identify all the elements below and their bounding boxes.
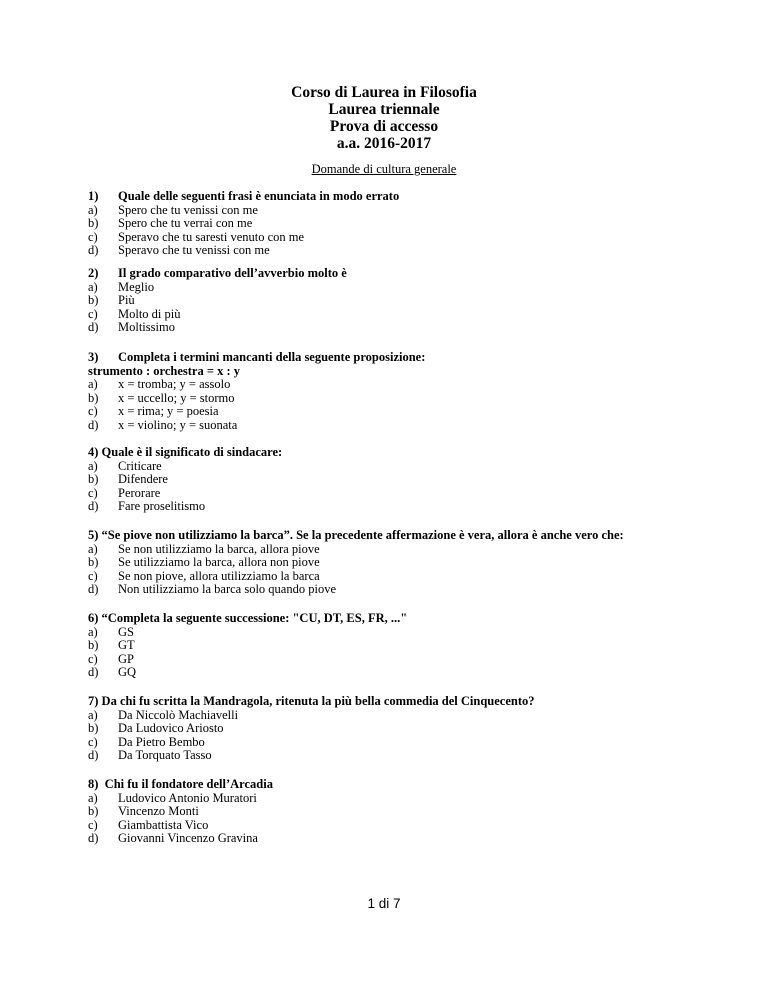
option-text: Spero che tu verrai con me	[118, 216, 253, 230]
option-b	[88, 473, 708, 487]
option-letter: b)	[88, 721, 99, 735]
question-8	[88, 778, 708, 846]
option-letter: b)	[88, 216, 99, 230]
question-number: 3)	[88, 350, 99, 364]
option-a	[88, 626, 708, 640]
option-text: Giovanni Vincenzo Gravina	[118, 831, 258, 845]
option-text: Moltissimo	[118, 320, 175, 334]
option-text: Criticare	[118, 458, 162, 473]
option-d	[88, 666, 708, 680]
option-text: Perorare	[118, 485, 161, 500]
option-d	[88, 749, 708, 763]
option-text: Ludovico Antonio Muratori	[118, 790, 257, 805]
option-text: Non utilizziamo la barca solo quando piove	[118, 582, 336, 596]
option-text: Vincenzo Monti	[118, 804, 199, 818]
question-text: 5) “Se piove non utilizziamo la barca”. Se la precedente affermazione è vera, allora è anche vero che:	[88, 528, 624, 542]
option-text: x = uccello; y = stormo	[118, 390, 235, 405]
option-letter: a)	[88, 541, 98, 556]
option-d	[88, 500, 708, 514]
question-text: Completa i termini mancanti della seguente proposizione:	[118, 350, 426, 364]
option-text: GP	[118, 651, 134, 666]
section-heading: Domande di cultura generale	[311, 162, 457, 176]
option-c	[88, 405, 708, 419]
question-2	[88, 267, 708, 335]
option-a	[88, 543, 708, 557]
option-letter: d)	[88, 831, 99, 845]
question-text: 8) Chi fu il fondatore dell’Arcadia	[88, 777, 273, 791]
question-6	[88, 612, 708, 680]
option-b	[88, 392, 708, 406]
option-letter: b)	[88, 390, 99, 405]
option-c	[88, 653, 708, 667]
option-text: Da Niccolò Machiavelli	[118, 707, 239, 722]
option-a	[88, 460, 708, 474]
question-number: 2)	[88, 266, 99, 280]
question-header	[88, 529, 708, 543]
option-c	[88, 487, 708, 501]
option-letter: a)	[88, 458, 98, 473]
option-letter: d)	[88, 582, 99, 596]
option-letter: c)	[88, 306, 98, 321]
option-a	[88, 281, 708, 295]
option-a	[88, 792, 708, 806]
option-letter: c)	[88, 817, 98, 832]
option-b	[88, 556, 708, 570]
option-letter: d)	[88, 243, 99, 257]
option-letter: a)	[88, 790, 98, 805]
question-header	[88, 612, 708, 626]
option-letter: c)	[88, 229, 98, 244]
option-d	[88, 832, 708, 846]
option-c	[88, 570, 708, 584]
option-b	[88, 639, 708, 653]
option-letter: d)	[88, 320, 99, 334]
option-letter: c)	[88, 485, 98, 500]
option-c	[88, 819, 708, 833]
option-letter: a)	[88, 279, 98, 294]
option-c	[88, 231, 708, 245]
option-text: GT	[118, 638, 135, 652]
option-text: Spero che tu venissi con me	[118, 202, 258, 217]
question-header	[88, 778, 708, 792]
proposition-text: strumento : orchestra = x : y	[88, 363, 240, 378]
option-c	[88, 736, 708, 750]
option-d	[88, 583, 708, 597]
question-text: 6) “Completa la seguente successione: "CU, DT, ES, FR, ..."	[88, 611, 408, 625]
option-letter: d)	[88, 499, 99, 513]
option-text: Da Pietro Bembo	[118, 734, 205, 749]
question-text: Quale delle seguenti frasi è enunciata in modo errato	[118, 189, 400, 203]
course-title: Corso di Laurea in Filosofia	[291, 84, 477, 101]
option-text: Giambattista Vico	[118, 817, 209, 832]
option-letter: b)	[88, 638, 99, 652]
option-letter: c)	[88, 404, 98, 418]
option-b	[88, 722, 708, 736]
option-d	[88, 321, 708, 335]
option-b	[88, 294, 708, 308]
option-a	[88, 709, 708, 723]
option-text: Speravo che tu saresti venuto con me	[118, 229, 305, 244]
option-text: Se utilizziamo la barca, allora non piove	[118, 555, 320, 569]
question-text: Il grado comparativo dell’avverbio molto è	[118, 266, 347, 280]
document-header	[0, 84, 768, 152]
question-text: 7) Da chi fu scritta la Mandragola, ritenuta la più bella commedia del Cinquecento?	[88, 694, 535, 708]
option-d	[88, 419, 708, 433]
exam-title: Prova di accesso	[329, 118, 439, 135]
option-text: Molto di più	[118, 306, 181, 321]
option-text: Da Ludovico Ariosto	[118, 721, 224, 735]
option-text: Più	[118, 293, 135, 307]
option-text: Speravo che tu venissi con me	[118, 243, 270, 257]
option-letter: a)	[88, 202, 98, 217]
option-a	[88, 378, 708, 392]
option-letter: c)	[88, 734, 98, 749]
academic-year: a.a. 2016-2017	[336, 135, 432, 152]
question-proposition	[88, 365, 708, 379]
option-letter: d)	[88, 748, 99, 762]
option-text: Difendere	[118, 472, 168, 486]
question-3	[88, 351, 708, 432]
question-header	[88, 267, 708, 281]
option-letter: b)	[88, 555, 99, 569]
question-header	[88, 190, 708, 204]
option-b	[88, 805, 708, 819]
option-a	[88, 204, 708, 218]
option-letter: b)	[88, 293, 99, 307]
option-letter: b)	[88, 804, 99, 818]
question-5	[88, 529, 708, 597]
question-header	[88, 351, 708, 365]
option-letter: a)	[88, 624, 98, 639]
option-letter: a)	[88, 707, 98, 722]
option-c	[88, 308, 708, 322]
question-7	[88, 695, 708, 763]
option-letter: d)	[88, 417, 99, 432]
option-letter: d)	[88, 665, 99, 679]
option-text: x = tromba; y = assolo	[118, 377, 231, 391]
question-text: 4) Quale è il significato di sindacare:	[88, 445, 283, 459]
question-1	[88, 190, 708, 258]
option-letter: b)	[88, 472, 99, 486]
option-text: Da Torquato Tasso	[118, 748, 212, 762]
option-d	[88, 244, 708, 258]
option-text: x = violino; y = suonata	[118, 417, 238, 432]
option-letter: a)	[88, 377, 98, 391]
page-number: 1 di 7	[367, 896, 401, 911]
option-text: GQ	[118, 665, 137, 679]
question-header	[88, 446, 708, 460]
option-letter: c)	[88, 651, 98, 666]
option-text: x = rima; y = poesia	[118, 404, 219, 418]
question-number: 1)	[88, 189, 99, 203]
option-text: Fare proselitismo	[118, 499, 206, 513]
question-4	[88, 446, 708, 514]
option-text: Meglio	[118, 279, 155, 294]
option-text: Se non utilizziamo la barca, allora piove	[118, 541, 320, 556]
option-text: GS	[118, 624, 134, 639]
option-letter: c)	[88, 568, 98, 583]
degree-type: Laurea triennale	[328, 101, 440, 118]
question-header	[88, 695, 708, 709]
option-text: Se non piove, allora utilizziamo la barca	[118, 568, 320, 583]
option-b	[88, 217, 708, 231]
